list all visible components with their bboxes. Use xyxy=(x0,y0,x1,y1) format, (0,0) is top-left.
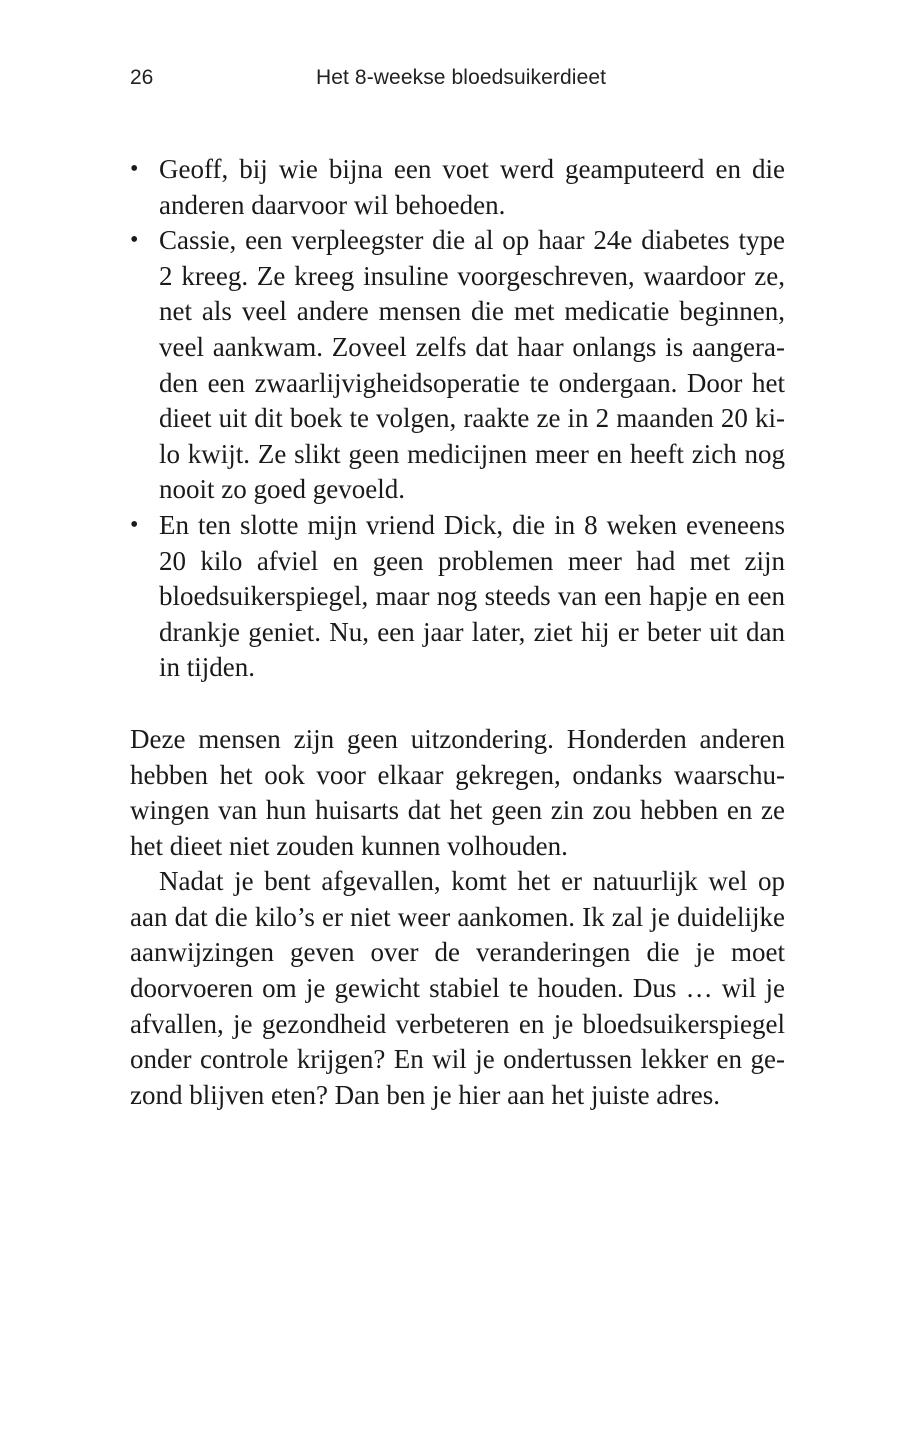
running-title: Het 8-weekse bloedsuikerdieet xyxy=(316,66,607,89)
bullet-item-geoff xyxy=(130,152,785,223)
bullet-marker: • xyxy=(130,156,139,182)
bullet-text: En ten slotte mijn vriend Dick, die in 8 weken eveneens 20 kilo afviel en geen problemen meer had met zijn bloedsuikerspiegel, maar nog steeds van een hapje en een drankje geniet. Nu, een jaar later, ziet hij er beter uit dan in tijden. xyxy=(159,509,785,683)
bullet-marker: • xyxy=(130,511,139,538)
bullet-marker: • xyxy=(130,227,139,254)
body-paragraph: Deze mensen zijn geen uitzondering. Honderden anderen hebben het ook voor elkaar gekregen, ondanks waarschuwingen van hun huisarts dat het geen zin zou hebben en ze het dieet niet zouden kunnen volhouden. xyxy=(130,723,785,861)
page-number: 26 xyxy=(130,66,154,89)
running-head xyxy=(130,66,785,96)
bullet-list xyxy=(130,152,785,686)
bullet-text: Geoff, bij wie bijna een voet werd geamputeerd en die anderen daarvoor wil behoeden. xyxy=(159,154,785,220)
body-paragraph: Nadat je bent afgevallen, komt het er natuurlijk wel op aan dat die kilo’s er niet weer aankomen. Ik zal je duidelijke aanwijzingen geven over de veranderingen die je moet doorvoeren om je gewicht stabiel te houden. Dus … wil je afvallen, je gezondheid verbeteren en je bloedsuikerspiegel onder controle krijgen? En wil je ondertussen lekker en gezond blijven eten? Dan ben je hier aan het juiste adres. xyxy=(130,866,785,1110)
page-body xyxy=(130,152,785,1113)
bullet-text: Cassie, een verpleegster die al op haar 24e diabetes type 2 kreeg. Ze kreeg insuline voorgeschreven, waardoor ze, net als veel andere mensen die met medicatie beginnen, veel aankwam. Zoveel zelfs dat haar onlangs is aangeraden een zwaarlijvigheidsoperatie te ondergaan. Door het dieet uit dit boek te volgen, raakte ze in 2 maanden 20 kilo kwijt. Ze slikt geen medicijnen meer en heeft zich nog nooit zo goed gevoeld. xyxy=(159,225,785,505)
bullet-item-dick xyxy=(130,508,785,686)
bullet-item-cassie xyxy=(130,223,785,508)
